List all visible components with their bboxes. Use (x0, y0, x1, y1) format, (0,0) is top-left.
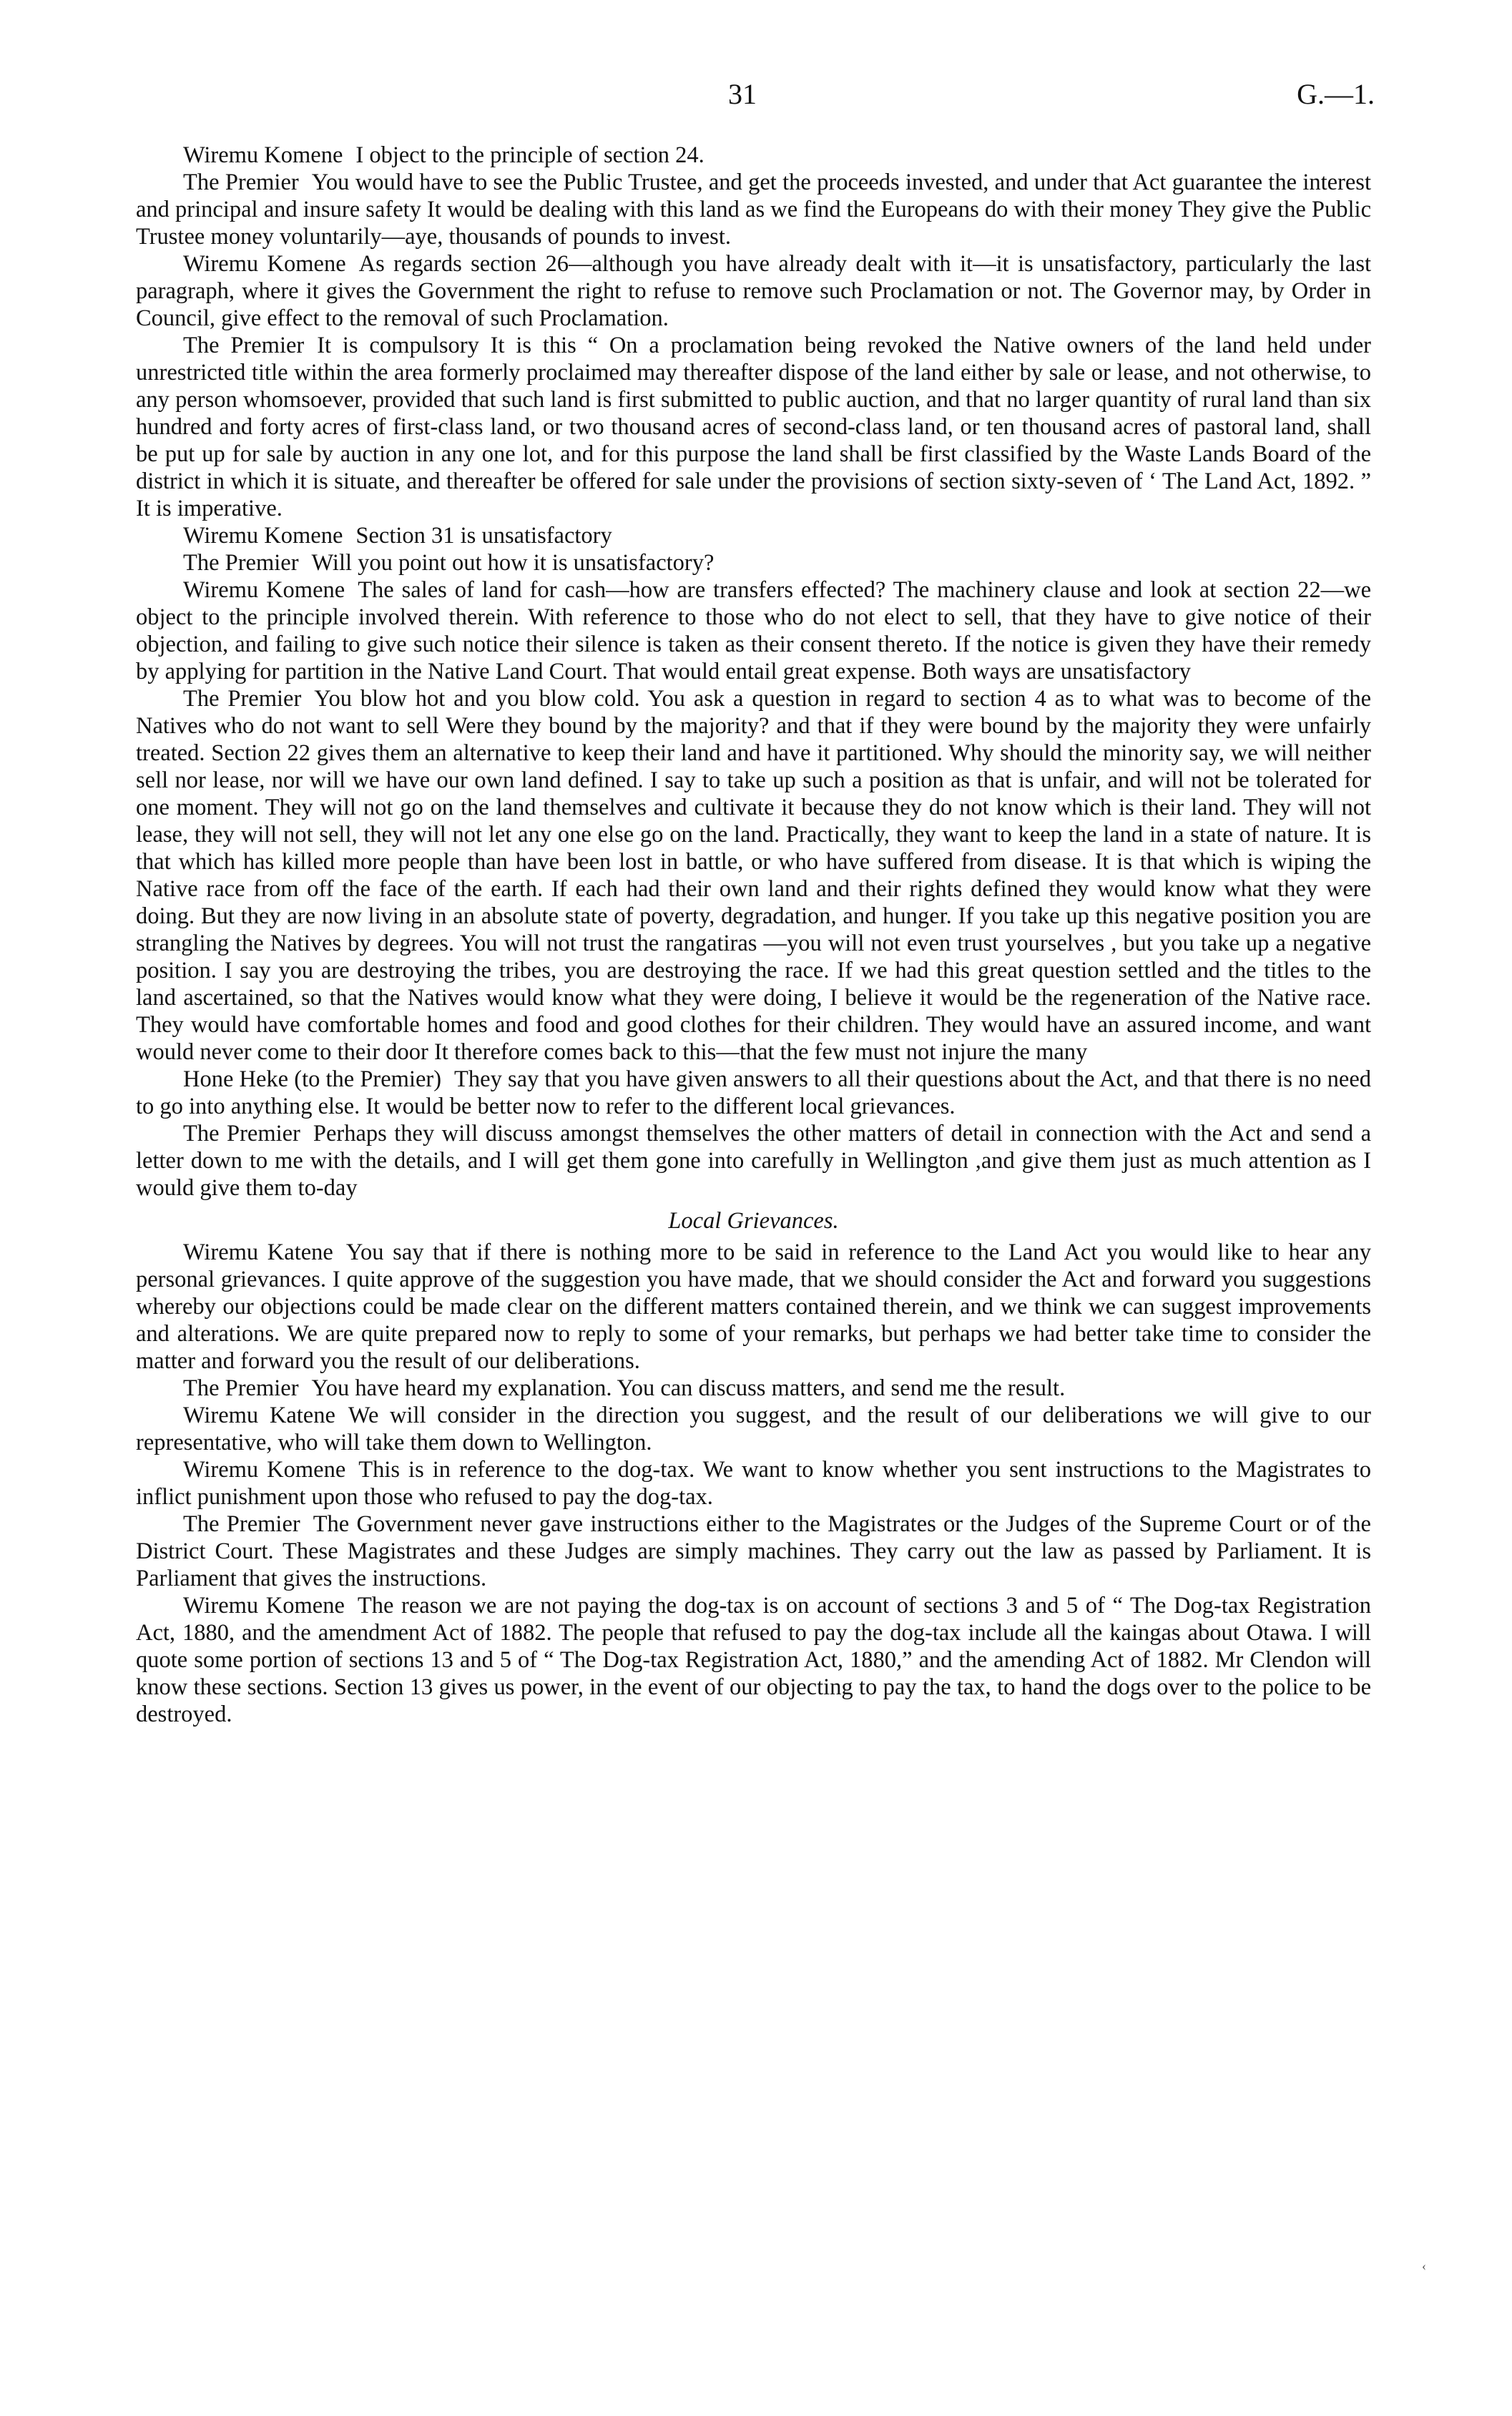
section-heading: Local Grievances. (668, 1208, 839, 1234)
transcript-part-2 (136, 1239, 1371, 1728)
speech-text: The Government never gave instructions either to the Magistrates or the Judges of the Supreme Court or of the District Court. These Magistrates and these Judges are simply machines. They carry out the law as passed by Parliament. It is Parliament that gives the instructions. (136, 1511, 1371, 1591)
speech-paragraph (136, 1511, 1371, 1592)
speaker-name: Wiremu Katene (183, 1403, 335, 1428)
speaker-name: The Premier (183, 1121, 300, 1146)
speech-text: They say that you have given answers to all their questions about the Act, and that there is no need to go into anything else. It would be better now to refer to the different local grievances. (136, 1066, 1371, 1119)
speech-paragraph (136, 169, 1371, 250)
speech-paragraph (136, 250, 1371, 332)
speech-text: Perhaps they will discuss amongst themselves the other matters of detail in connection with the Act and send a letter down to me with the details, and I will get them gone into carefully in Wellington ,and give them just as much attention as I would give them to-day (136, 1121, 1371, 1201)
speaker-name: Wiremu Komene (183, 523, 343, 549)
speaker-name: Wiremu Komene (183, 251, 346, 277)
speech-text: We will consider in the direction you suggest, and the result of our deliberations we will give to our representative, who will take them down to Wellington. (136, 1403, 1371, 1455)
speaker-name: The Premier (183, 1511, 300, 1537)
speech-text: The sales of land for cash—how are transfers effected? The machinery clause and look at section 22—we object to the principle involved therein. With reference to those who do not elect to sell, that they have to give notice of their objection, and failing to give such notice their silence is taken as their consent thereto. If the notice is given they have their remedy by applying for partition in the Native Land Court. That would entail great expense. Both ways are unsatisfactory (136, 577, 1372, 684)
speech-paragraph (136, 576, 1371, 685)
speech-text: You say that if there is nothing more to be said in reference to the Land Act you would like to hear any personal grievances. I quite approve of the suggestion you have made, that we should consider the Act and forward you suggestions whereby our objections could be made clear on the different matters contained therein, and we think we can suggest improvements and alterations. We are quite prepared now to reply to some of your remarks, but perhaps we had better take time to consider the matter and forward you the result of our deliberations. (136, 1239, 1371, 1374)
speaker-name: Wiremu Komene (183, 1457, 346, 1483)
speech-text: Will you point out how it is unsatisfactory? (311, 550, 715, 576)
speaker-name: Wiremu Komene (183, 577, 345, 603)
speech-paragraph (136, 1456, 1371, 1511)
speech-text: The reason we are not paying the dog-tax is on account of sections 3 and 5 of “ The Dog-tax Registration Act, 1880, and the amendment Act of 1882. The people that refused to pay the dog-tax include all the kaingas about Otawa. I will quote some portion of sections 13 and 5 of “ The Dog-tax Registration Act, 1880,” and the amending Act of 1882. Mr Clendon will know these sections. Section 13 gives us power, in the event of our objecting to pay the tax, to hand the dogs over to the police to be destroyed. (136, 1593, 1372, 1727)
speech-paragraph (136, 1120, 1371, 1202)
document-body (136, 142, 1371, 1728)
speech-paragraph (136, 142, 1371, 169)
speaker-name: The Premier (183, 333, 305, 358)
speech-text: You would have to see the Public Trustee, and get the proceeds invested, and under that Act guarantee the interest and principal and insure safety It would be dealing with this land as we find the Europeans do with their money They give the Public Trustee money voluntarily—aye, thousands of pounds to invest. (136, 170, 1371, 250)
speaker-name: Wiremu Komene (183, 142, 343, 168)
speech-paragraph (136, 685, 1371, 1066)
transcript-part-1 (136, 142, 1371, 1202)
speech-paragraph (136, 1592, 1371, 1728)
page-number: 31 (728, 78, 757, 110)
speech-text: It is compulsory It is this “ On a proclamation being revoked the Native owners of the land held under unrestricted title within the area formerly proclaimed may thereafter dispose of the land either by sale or lease, and not otherwise, to any person whomsoever, provided that such land is first submitted to public auction, and that no larger quantity of rural land than six hundred and forty acres of first-class land, or two thousand acres of second-class land, or ten thousand acres of pastoral land, shall be put up for sale by auction in any one lot, and for this purpose the land shall be first classified by the Waste Lands Board of the district in which it is situate, and thereafter be offered for sale under the provisions of section sixty-seven of ‘ The Land Act, 1892. ” It is imperative. (136, 333, 1371, 521)
speaker-name: Hone Heke (to the Premier) (183, 1066, 442, 1092)
speech-paragraph (136, 522, 1371, 549)
speech-paragraph (136, 1375, 1371, 1402)
speaker-name: The Premier (183, 550, 299, 576)
speech-paragraph (136, 549, 1371, 576)
speech-paragraph (136, 1402, 1371, 1456)
speech-text: I object to the principle of section 24. (355, 142, 705, 168)
speech-text: You have heard my explanation. You can discuss matters, and send me the result. (311, 1375, 1066, 1401)
margin-mark: ‹ (1422, 2259, 1426, 2273)
speech-paragraph (136, 1239, 1371, 1375)
speaker-name: Wiremu Komene (183, 1593, 345, 1619)
page-header (0, 77, 1512, 120)
speech-paragraph (136, 1066, 1371, 1120)
speaker-name: The Premier (183, 686, 302, 712)
speech-text: As regards section 26—although you have already dealt with it—it is unsatisfactory, particularly the last paragraph, where it gives the Government the right to refuse to remove such Proclamation or not. The Governor may, by Order in Council, give effect to the removal of such Proclamation. (136, 251, 1371, 331)
page-reference: G.—1. (1297, 78, 1375, 110)
speaker-name: The Premier (183, 170, 299, 195)
speaker-name: The Premier (183, 1375, 299, 1401)
speech-text: This is in reference to the dog-tax. We want to know whether you sent instructions to the Magistrates to inflict punishment upon those who refused to pay the dog-tax. (136, 1457, 1371, 1510)
speech-text: Section 31 is unsatisfactory (355, 523, 612, 549)
speaker-name: Wiremu Katene (183, 1239, 333, 1265)
speech-text: You blow hot and you blow cold. You ask a question in regard to section 4 as to what was to become of the Natives who do not want to sell Were they bound by the majority? and that if they were bound by the majority they were unfairly treated. Section 22 gives them an alternative to keep their land and have it partitioned. Why should the minority say, we will neither sell nor lease, nor will we have our own land defined. I say to take up such a position as that is unfair, and will not be tolerated for one moment. They will not go on the land themselves and cultivate it because they do not know which is their land. They will not lease, they will not sell, they will not let any one else go on the land. Practically, they want to keep the land in a state of nature. It is that which has killed more people than have been lost in battle, or who have suffered from disease. It is that which is wiping the Native race from off the face of the earth. If each had their own land and their rights defined they would know what they were doing. But they are now living in an absolute state of poverty, degradation, and hunger. If you take up this negative position you are strangling the Natives by degrees. You will not trust the rangatiras —you will not even trust yourselves , but you take up a negative position. I say you are destroying the tribes, you are destroying the race. If we had this great question settled and the titles to the land ascertained, so that the Natives would know what they were doing, I believe it would be the regeneration of the Native race. They would have comfortable homes and food and good clothes for their children. They would have an assured income, and want would never come to their door It therefore comes back to this—that the few must not injure the many (136, 686, 1371, 1065)
speech-paragraph (136, 332, 1371, 522)
